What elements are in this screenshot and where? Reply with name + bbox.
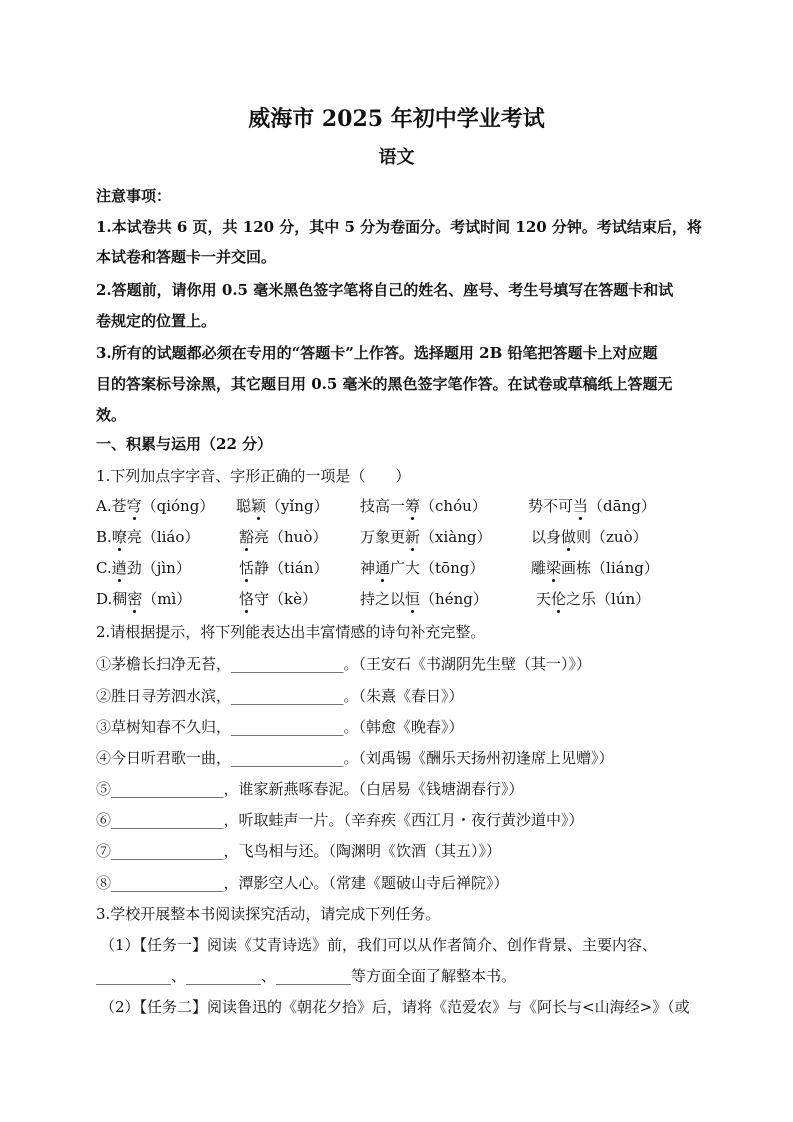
poem-blank-6: ⑥_______________，听取蛙声一片。（辛弃疾《西江月・夜行黄沙道中》） [96, 811, 584, 829]
option-cell: C.遒劲（jìn） [96, 559, 191, 577]
option-cell: 豁亮（huò） [239, 528, 328, 546]
dotted-char: 豁 [239, 528, 255, 546]
note-3-line-1: 3.所有的试题都必须在专用的“答题卡”上作答。选择题用 2B 铅笔把答题卡上对应题 [96, 344, 658, 362]
option-cell: 以身做则（zuò） [531, 528, 648, 546]
option-cell: 恬静（tián） [239, 559, 329, 577]
note-1-line-2: 本试卷和答题卡一并交回。 [96, 248, 277, 266]
poem-blank-4: ④今日听君歌一曲，_______________。（刘禹锡《酬乐天扬州初逢席上见赠》） [96, 749, 614, 767]
note-2-line-1: 2.答题前，请你用 0.5 毫米黑色签字笔将自己的姓名、座号、考生号填写在答题卡和试 [96, 281, 674, 299]
dotted-char: 筹 [405, 497, 421, 515]
dotted-char: 通 [375, 559, 391, 577]
option-cell: D.稠密（mì） [96, 590, 192, 608]
section-heading: 一、积累与运用（22 分） [96, 435, 273, 453]
option-cell: 技高一筹（chóu） [360, 497, 487, 515]
option-cell: 天伦之乐（lún） [536, 590, 651, 608]
poem-blank-8: ⑧_______________，潭影空人心。（常建《题破山寺后禅院》） [96, 874, 509, 892]
dotted-char: 新 [405, 528, 421, 546]
poem-blank-1: ①茅檐长扫净无苔，_______________。（王安石《书湖阴先生壁（其一）》） [96, 655, 592, 673]
dotted-char: 遒 [111, 559, 127, 577]
subject-title: 语文 [378, 147, 415, 168]
question-3-stem: 3.学校开展整本书阅读探究活动，请完成下列任务。 [96, 905, 441, 923]
option-cell: 势不可当（dāng） [528, 497, 656, 515]
option-cell: 聪颖（yǐng） [236, 497, 329, 515]
page-title: 威海市 2025 年初中学业考试 [248, 106, 545, 132]
note-3-line-3: 效。 [96, 406, 127, 424]
dotted-char: 穹 [126, 497, 142, 515]
poem-blank-5: ⑤_______________，谁家新燕啄春泥。（白居易《钱塘湖春行》） [96, 780, 524, 798]
dotted-char: 当 [573, 497, 589, 515]
option-cell: 持之以恒（héng） [360, 590, 488, 608]
task-1-line-2: __________、__________、__________等方面全面了解整本书。 [96, 967, 517, 985]
poem-blank-2: ②胜日寻芳泗水滨，_______________。（朱熹《春日》） [96, 687, 464, 705]
note-2-line-2: 卷规定的位置上。 [96, 312, 217, 330]
task-2-line-1: （2）【任务二】阅读鲁迅的《朝花夕拾》后，请将《范爱农》与《阿长与<山海经>》（或 [100, 998, 690, 1016]
dotted-char: 恪 [239, 590, 255, 608]
question-2-stem: 2.请根据提示，将下列能表达出丰富情感的诗句补充完整。 [96, 623, 486, 641]
option-cell: 雕梁画栋（liáng） [531, 559, 659, 577]
dotted-char: 嘹 [111, 528, 127, 546]
dotted-char: 恬 [239, 559, 255, 577]
dotted-char: 梁 [546, 559, 562, 577]
dotted-char: 伦 [551, 590, 567, 608]
question-1-stem: 1.下列加点字字音、字形正确的一项是（ ） [96, 467, 411, 485]
poem-blank-7: ⑦_______________，飞鸟相与还。（陶渊明《饮酒（其五）》） [96, 842, 502, 860]
task-1-line-1: （1）【任务一】阅读《艾青诗选》前，我们可以从作者简介、创作背景、主要内容、 [100, 936, 658, 954]
dotted-char: 做 [561, 528, 577, 546]
option-cell: A.苍穹（qióng） [96, 497, 215, 515]
note-3-line-2: 目的答案标号涂黑，其它题目用 0.5 毫米的黑色签字笔作答。在试卷或草稿纸上答题无 [96, 375, 673, 393]
dotted-char: 恒 [405, 590, 421, 608]
option-cell: B.嘹亮（liáo） [96, 528, 200, 546]
option-cell: 恪守（kè） [239, 590, 317, 608]
dotted-char: 密 [127, 590, 143, 608]
poem-blank-3: ③草树知春不久归，_______________。（韩愈《晚春》） [96, 718, 464, 736]
option-cell: 神通广大（tōng） [360, 559, 485, 577]
note-1-line-1: 1.本试卷共 6 页，共 120 分，其中 5 分为卷面分。考试时间 120 分钟。考试结束后，将 [96, 218, 702, 236]
option-cell: 万象更新（xiàng） [360, 528, 492, 546]
dotted-char: 颖 [251, 497, 267, 515]
notes-heading: 注意事项： [96, 187, 172, 205]
